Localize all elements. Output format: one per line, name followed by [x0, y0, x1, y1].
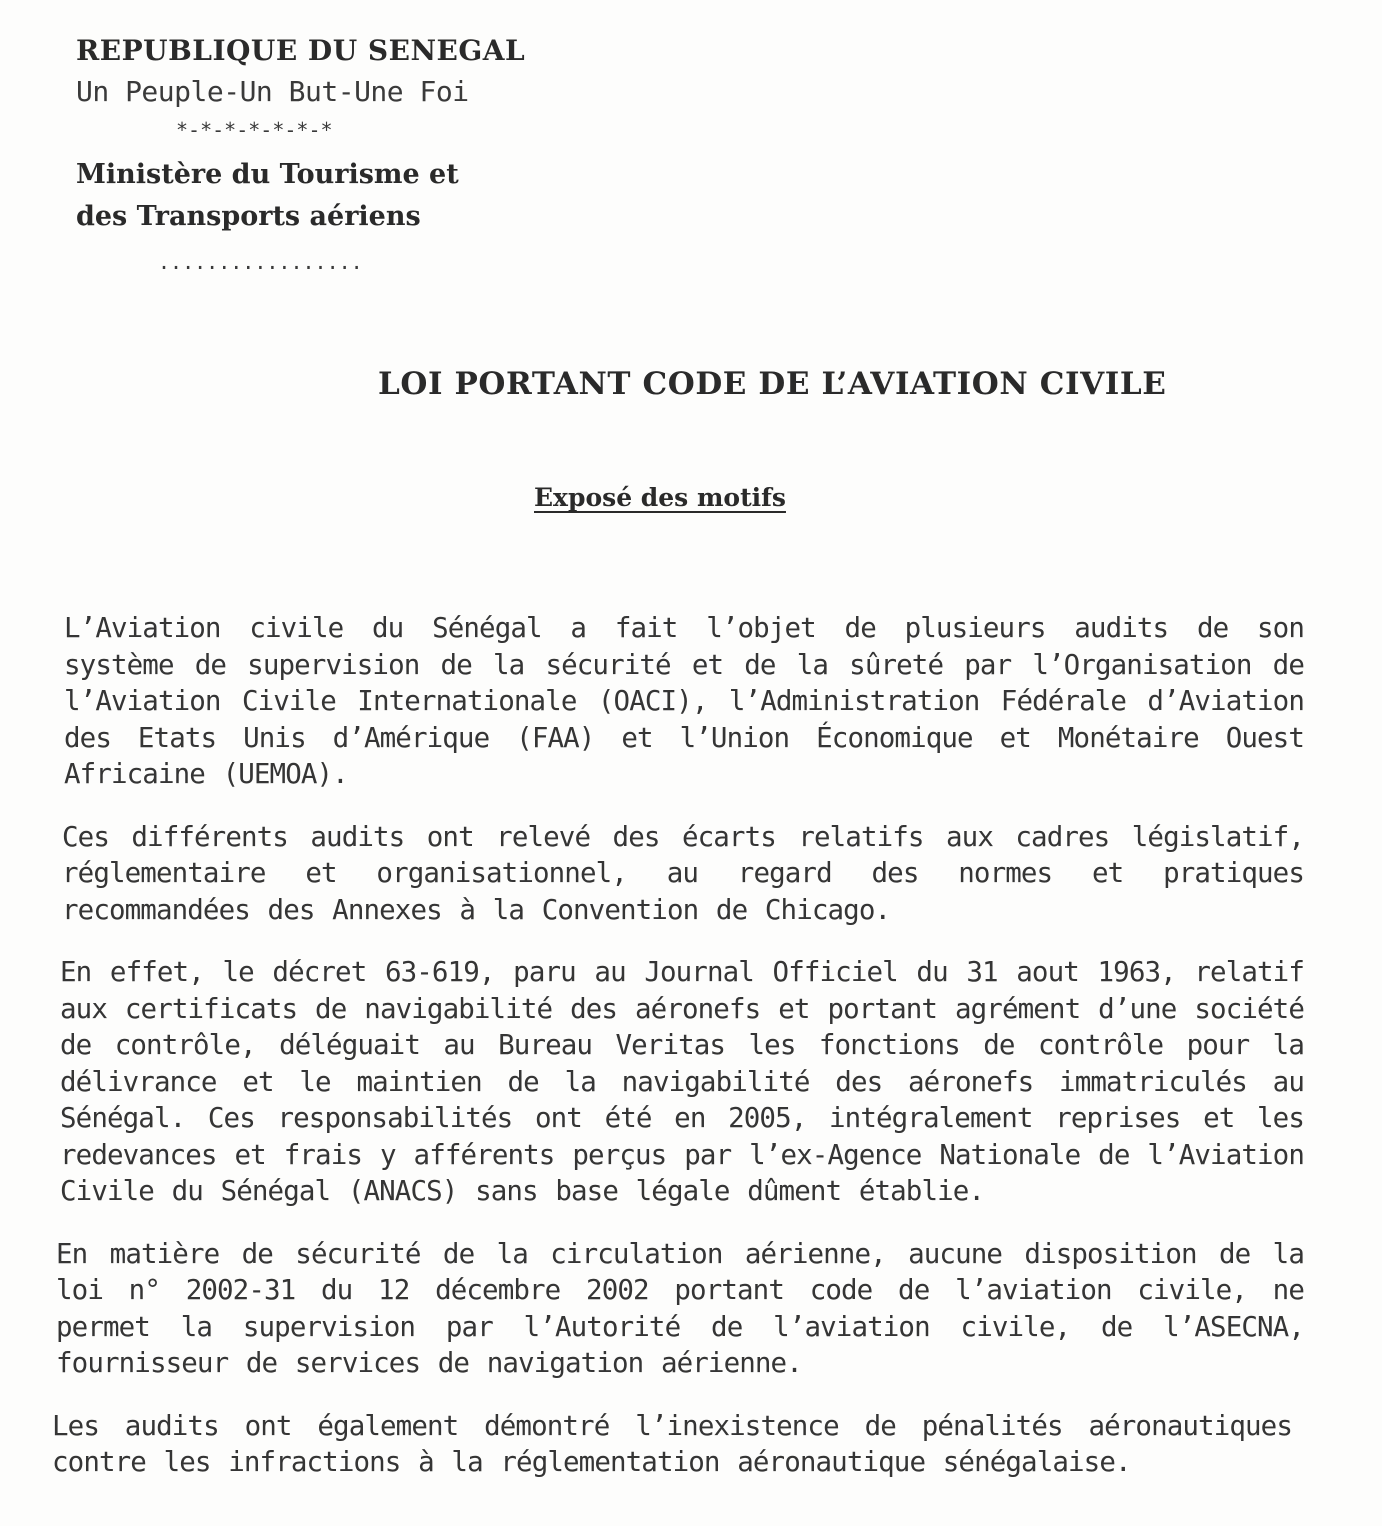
paragraph-2: Ces différents audits ont relevé des écarts relatifs aux cadres législatif, réglementaire et organisationnel, au regard des normes et pratiques recommandées des Annexes à la Convention de Chicago.: [62, 820, 1304, 926]
document-title: LOI PORTANT CODE DE L’AVIATION CIVILE: [378, 366, 1167, 402]
letterhead: [76, 30, 596, 276]
dotted-separator: .................: [158, 250, 363, 274]
country-name: REPUBLIQUE DU SENEGAL: [76, 34, 526, 67]
star-separator: *-*-*-*-*-*-*: [176, 118, 333, 142]
document-body: [52, 610, 1304, 1507]
paragraph-1: L’Aviation civile du Sénégal a fait l’objet de plusieurs audits de son système de supervision de la sécurité et de la sûreté par l’Organisation de l’Aviation Civile Internationale (OACI), l’Administration Fédérale d’Aviation des Etats Unis d’Amérique (FAA) et l’Union Économique et Monétaire Ouest Africaine (UEMOA).: [64, 612, 1304, 790]
section-title: Exposé des motifs: [534, 483, 786, 512]
national-motto: Un Peuple-Un But-Une Foi: [76, 75, 469, 108]
paragraph-5: Les audits ont également démontré l’inexistence de pénalités aéronautiques contre les infractions à la réglementation aéronautique sénégalaise.: [52, 1409, 1292, 1478]
ministry-name: Ministère du Tourisme et des Transports aériens: [76, 159, 459, 232]
paragraph-3: En effet, le décret 63-619, paru au Journal Officiel du 31 aout 1963, relatif aux certificats de navigabilité des aéronefs et portant agrément d’une société de contrôle, déléguait au Bureau Veritas les fonctions de contrôle pour la délivrance et le maintien de la navigabilité des aéronefs immatriculés au Sénégal. Ces responsabilités ont été en 2005, intégralement reprises et les redevances et frais y afférents perçus par l’ex-Agence Nationale de l’Aviation Civile du Sénégal (ANACS) sans base légale dûment établie.: [60, 956, 1304, 1207]
paragraph-4: En matière de sécurité de la circulation aérienne, aucune disposition de la loi n° 2002-31 du 12 décembre 2002 portant code de l’aviation civile, ne permet la supervision par l’Autorité de l’aviation civile, de l’ASECNA, fournisseur de services de navigation aérienne.: [56, 1237, 1304, 1379]
